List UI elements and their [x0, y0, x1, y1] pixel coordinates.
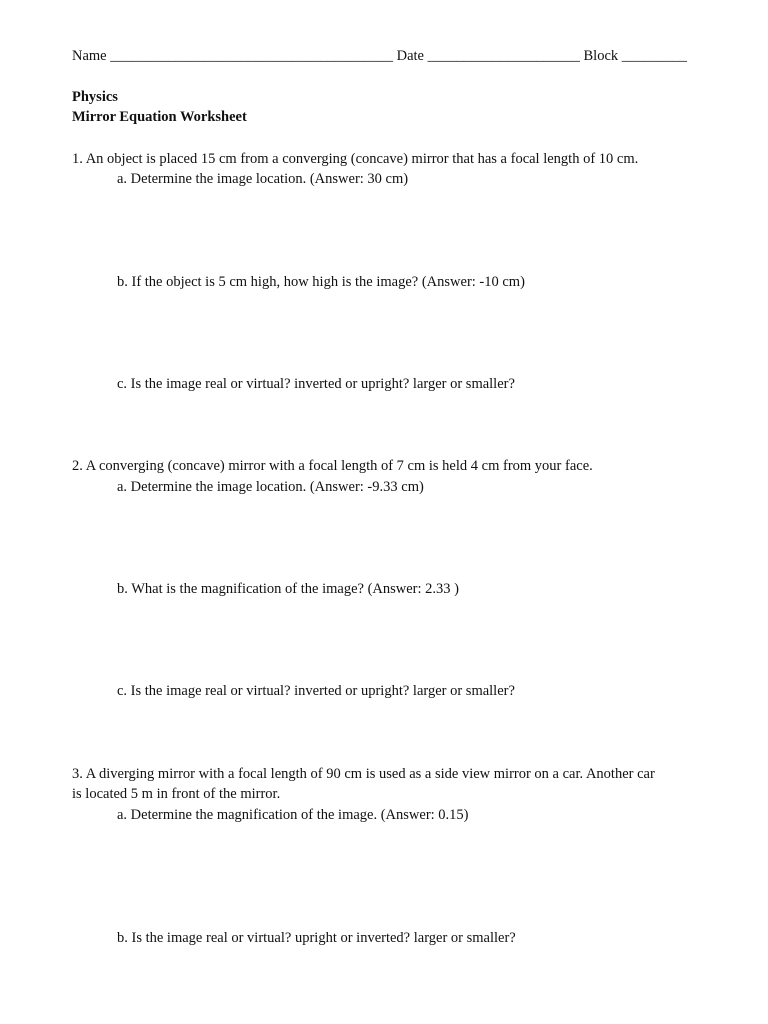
- name-blank: _______________________________________: [110, 48, 393, 64]
- subject-title: Physics: [72, 89, 118, 105]
- name-label: Name: [72, 48, 107, 64]
- worksheet-title: Mirror Equation Worksheet: [72, 109, 247, 125]
- question-3-part-b: b. Is the image real or virtual? upright or inverted? larger or smaller?: [117, 930, 516, 946]
- question-2-part-c: c. Is the image real or virtual? inverted or upright? larger or smaller?: [117, 683, 515, 699]
- question-1-text: 1. An object is placed 15 cm from a converging (concave) mirror that has a focal length of 10 cm.: [72, 151, 639, 167]
- question-1-part-c: c. Is the image real or virtual? inverted or upright? larger or smaller?: [117, 376, 515, 392]
- question-1-part-a: a. Determine the image location. (Answer: 30 cm): [117, 171, 409, 187]
- block-label: Block: [583, 48, 619, 64]
- question-2-part-b: b. What is the magnification of the image? (Answer: 2.33 ): [117, 581, 459, 597]
- question-1-part-b: b. If the object is 5 cm high, how high is the image? (Answer: -10 cm): [117, 274, 525, 290]
- question-2-text: 2. A converging (concave) mirror with a focal length of 7 cm is held 4 cm from your face.: [72, 458, 593, 474]
- block-blank: _________: [621, 48, 688, 64]
- date-label: Date: [396, 48, 424, 64]
- question-3-text-line-2: is located 5 m in front of the mirror.: [72, 786, 281, 802]
- question-2-part-a: a. Determine the image location. (Answer: -9.33 cm): [117, 479, 424, 495]
- question-3-text-line-1: 3. A diverging mirror with a focal length of 90 cm is used as a side view mirror on a car. Another car: [72, 766, 655, 782]
- question-3-part-a: a. Determine the magnification of the image. (Answer: 0.15): [117, 807, 469, 823]
- student-info-header: [72, 47, 687, 67]
- date-blank: _____________________: [427, 48, 580, 64]
